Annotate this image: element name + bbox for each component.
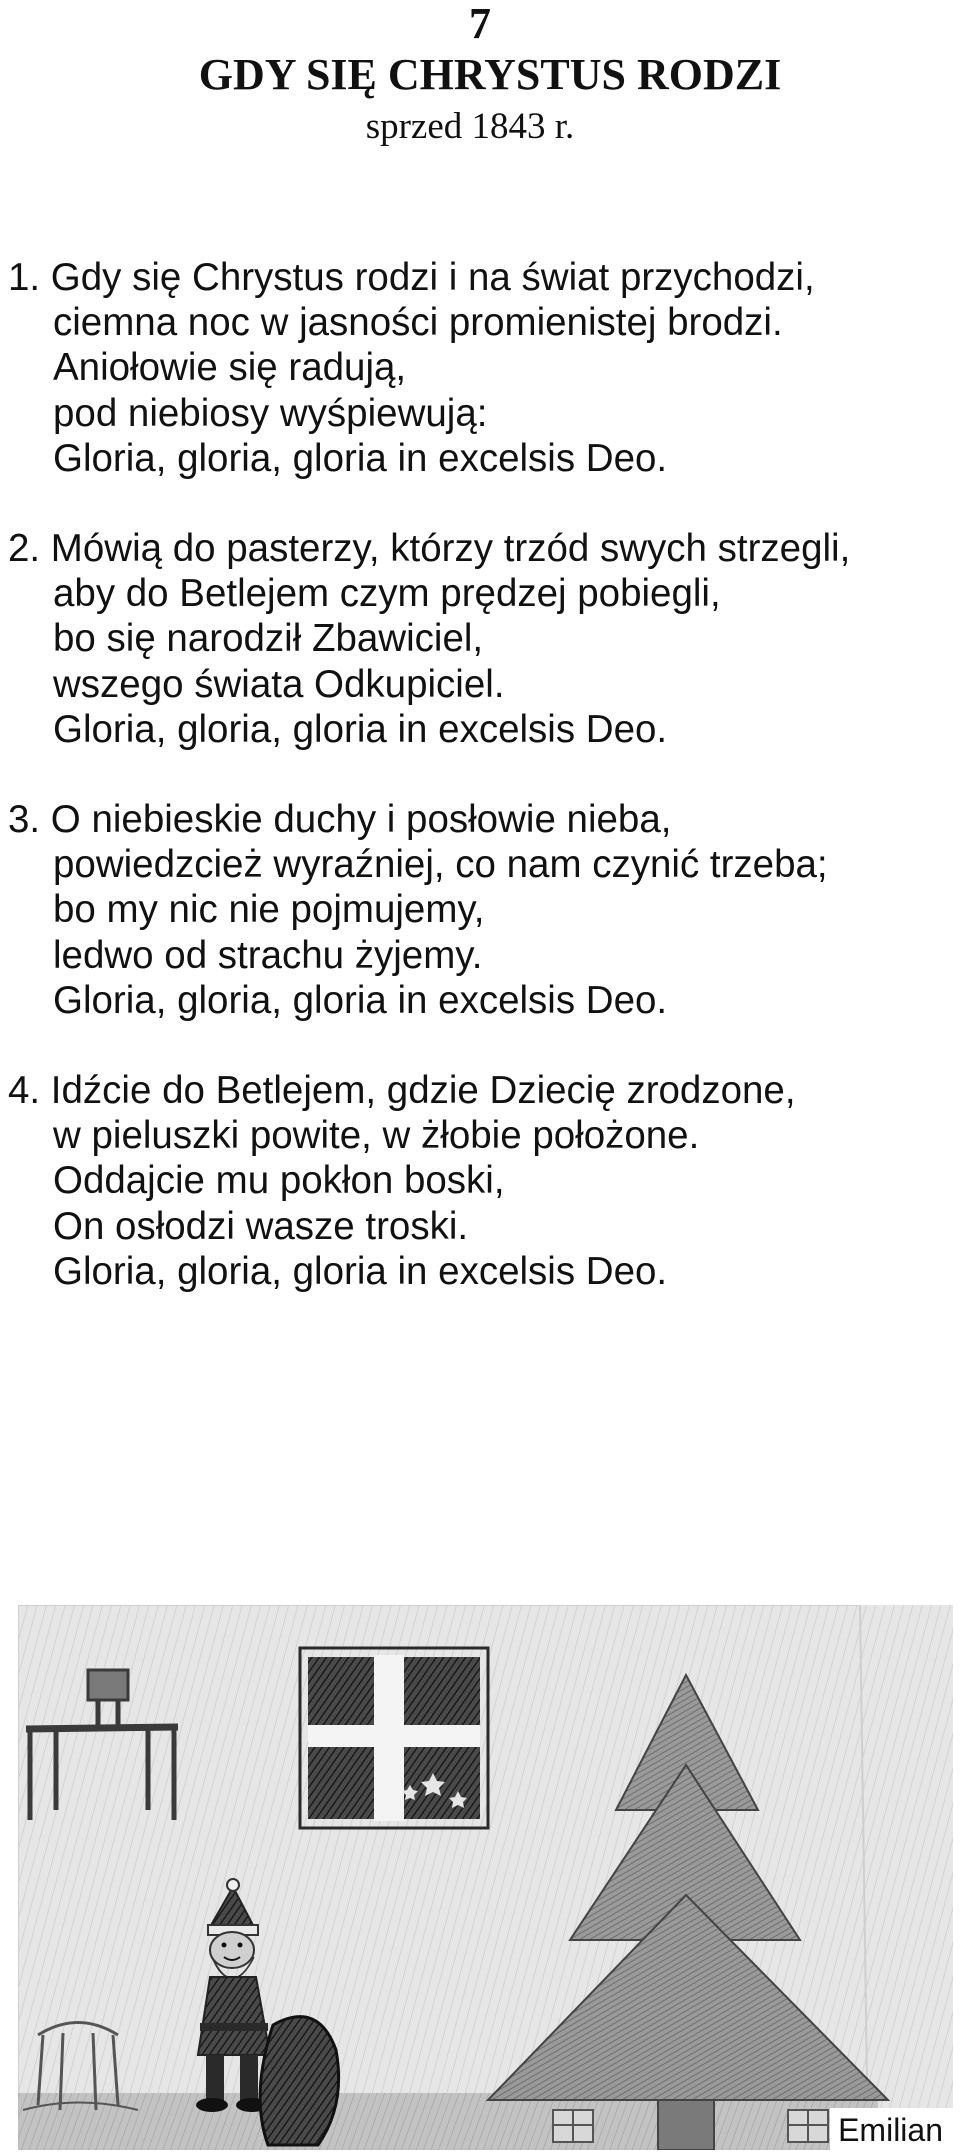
window-cross-horizontal [308,1725,480,1747]
floor [18,2093,878,2150]
song-title: GDY SIĘ CHRYSTUS RODZI [198,50,782,99]
song-number: 7 [469,0,491,48]
lyric-line: ciemna noc w jasności promienistej brodzi. [53,301,783,345]
lyric-line: aby do Betlejem czym prędzej pobiegli, [53,572,721,616]
lyric-line: pod niebiosy wyśpiewują: [53,391,488,435]
lyric-line: bo się narodził Zbawiciel, [53,617,484,661]
santa-hat-pompom [227,1879,239,1891]
gift-sack [260,2017,339,2145]
refrain-line: Gloria, gloria, gloria in excelsis Deo. [53,436,668,480]
stanza-4 [8,1068,958,1294]
refrain-line: Gloria, gloria, gloria in excelsis Deo. [53,978,668,1022]
lyric-line: wszego świata Odkupiciel. [53,662,505,706]
artist-signature: Emilian [830,2108,953,2150]
lyric-line: bo my nic nie pojmujemy, [53,888,485,932]
lyric-line: 1. Gdy się Chrystus rodzi i na świat przychodzi, [8,256,815,299]
stanza-1 [8,255,958,481]
lyric-line: 4. Idźcie do Betlejem, gdzie Dziecię zrodzone, [8,1069,796,1113]
stanza-3 [8,797,958,1023]
lyric-line: Aniołowie się radują, [53,346,407,390]
lyric-line: powiedzcież wyraźniej, co nam czynić trzeba; [53,843,828,887]
child-drawing [18,1605,953,2150]
lyric-line: Oddajcie mu pokłon boski, [53,1159,505,1203]
refrain-line: Gloria, gloria, gloria in excelsis Deo. [53,1249,668,1293]
stanza-2 [8,526,958,752]
lyric-line: On osłodzi wasze troski. [53,1204,469,1248]
santa-face [210,1932,254,1968]
tree-trunk [658,2100,714,2150]
drawing-canvas [18,1605,953,2150]
refrain-line: Gloria, gloria, gloria in excelsis Deo. [53,707,668,751]
song-date: sprzed 1843 r. [365,106,575,147]
lyric-line: 2. Mówią do pasterzy, którzy trzód swych strzegli, [8,527,851,571]
window [300,1648,488,1828]
lyric-line: ledwo od strachu żyjemy. [53,933,483,977]
lyric-line: w pieluszki powite, w żłobie położone. [53,1114,700,1158]
lyrics [8,255,958,1339]
lyric-line: 3. O niebieskie duchy i posłowie nieba, [8,798,672,842]
